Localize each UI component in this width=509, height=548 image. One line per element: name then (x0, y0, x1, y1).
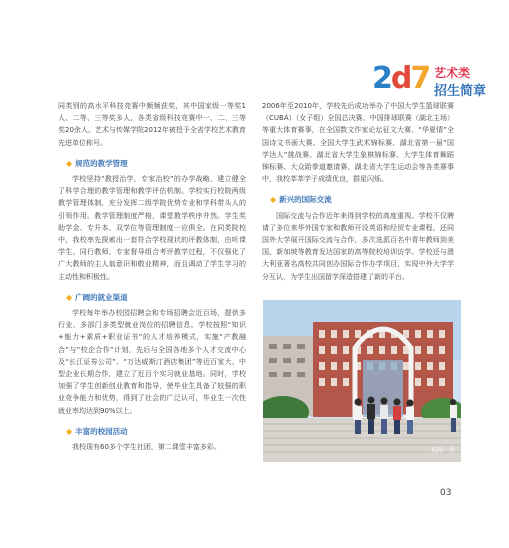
section-title-text: 丰富的校园活动 (75, 426, 128, 436)
section-title-international (270, 194, 454, 206)
section-title-text: 规范的教学管理 (75, 158, 128, 168)
diamond-icon: ◆ (66, 426, 73, 436)
section-title-campus-activities (66, 426, 246, 438)
campus-photo-illustration (263, 300, 461, 462)
diamond-icon: ◆ (270, 195, 277, 205)
section-body-teaching: 学校坚持“教授治学，专家治校”的办学战略，建立健全了科学合理的教学管理和教学评估机制。学校实行校院两级教学管理体制，充分发挥二级学院优势专业和学科带头人的引领作用。教学管理制度严格，课堂教学秩序井然。学生奖助学金、专升本、双学位等管理制度一应俱全。在同类院校中，我校率先探索出一套符合学校现状的评教体制，由听课学生、同行教师、专家督导组合考评教学过程，不仅强化了广大教师的主人翁意识和敬业精神，而且调动了学生学习的主动性和积极性。 (58, 175, 246, 281)
right-column (262, 100, 454, 283)
photo-caption: 校园一角 (430, 447, 455, 454)
brochure-logo (372, 61, 487, 102)
left-intro-paragraph: 同类别的高水平科技竞赛中频频获奖，其中国家级一等奖1人、二等、三等奖多人，各类省级科技竞赛中一、二、三等奖20余人。艺术与传媒学院2012年被授予全省学校艺术教育先进单位称号。 (58, 102, 246, 147)
section-title-text: 广阔的就业渠道 (75, 292, 128, 302)
left-column (58, 100, 246, 453)
campus-photo (263, 300, 461, 462)
section-title-teaching (66, 158, 246, 170)
logo-tag-top: 艺术类 (434, 66, 471, 80)
diamond-icon: ◆ (66, 158, 73, 168)
section-title-employment (66, 292, 246, 304)
diamond-icon: ◆ (66, 292, 73, 302)
logo-number: 2d7 (372, 61, 430, 96)
page-number: 03 (440, 488, 452, 498)
logo-tag-bottom: 招生简章 (434, 84, 487, 99)
section-body-campus-activities: 我校现有60多个学生社团，第二课堂丰富多彩。 (72, 443, 221, 452)
right-intro-paragraph: 2006年至2010年，学校先后成功举办了中国大学生篮球联赛（CUBA）（女子组）全国总决赛、中国排球联赛（湖北主场）等重大体育赛事，在全国数文作家论坛征文大赛、“华夏情”全国诗文书画大赛、全国大学生武术锦标赛、湖北省第一届“国学达人”挑战赛、湖北省大学生象棋锦标赛、大学生体育舞蹈锦标赛、大众跆拳道邀请赛、湖北省大学生运动会等各类赛事中，我校莘莘学子成绩优良，群星闪烁。 (262, 102, 454, 184)
section-title-text: 新兴的国际交流 (279, 195, 332, 205)
section-body-international: 国际交流与合作近年来得到学校的高度重视。学校不仅聘请了多位来华外国专家和教师开设英语和经贸专业课程，还同国外大学展开国际交流与合作，多次选派百名中青年教师到美国、新加坡等教育发达国家的高等院校培训访学。学校还与澳大利亚著名高校共同创办国际合作办学项目，实现中外大学学分互认，为学生出国留学深造搭建了新的平台。 (262, 211, 454, 281)
section-body-employment: 学校每年举办校园招聘会和专场招聘会近百场，提供多行业、多部门多类型就业岗位的招聘信息。学校按照“知识+能力+素质+职业证书”的人才培养模式，实施“产教融合”与“校企合作”计划，先后与全国各地多个人才交流中心及“长江证券公司”、“万达威斯汀酒店集团”等近百家大、中型企业长期合作，建立了近百个实习就业基地。同时，学校加强了学生创新创业教育和指导，使毕业生具备了较强的职业竞争能力和优势，得到了社会的广泛认可，毕业生一次性就业率均达到90%以上。 (58, 309, 246, 415)
